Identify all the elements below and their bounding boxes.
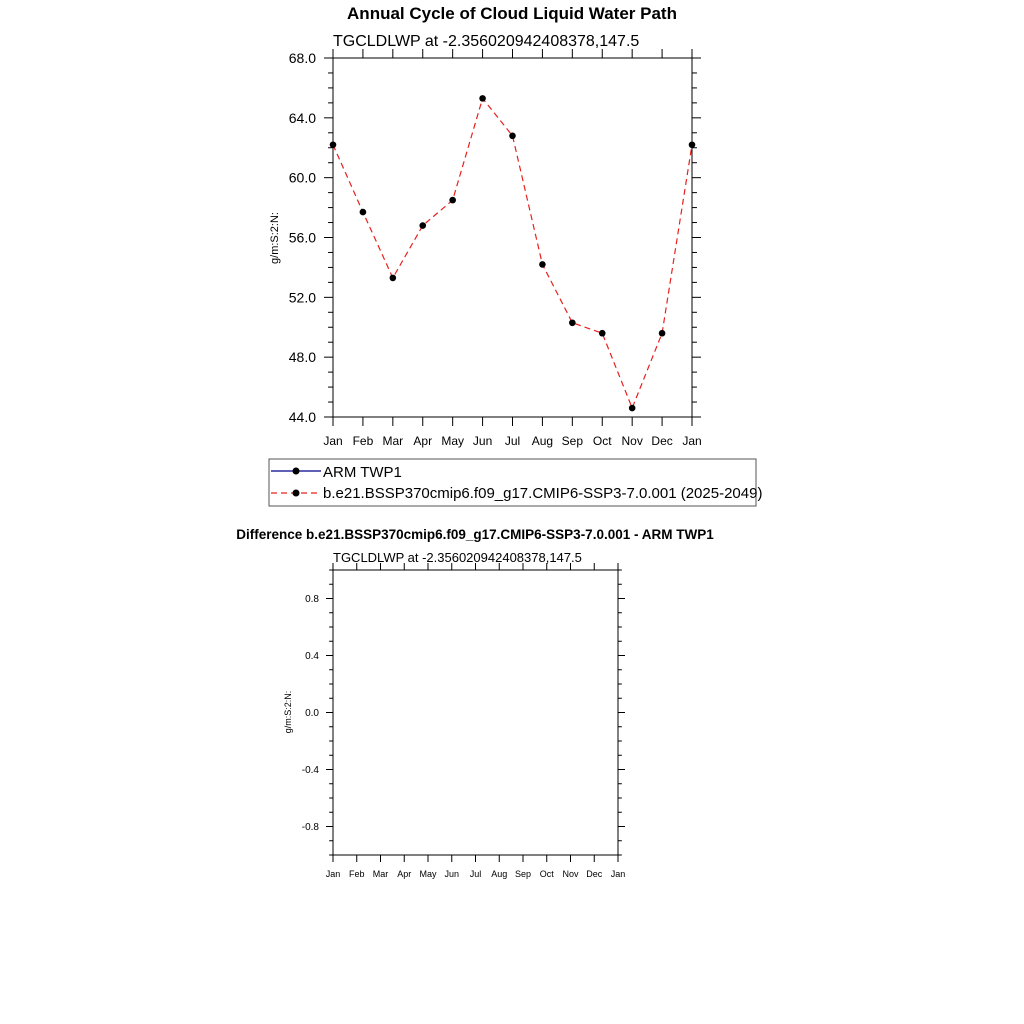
data-point <box>360 209 367 216</box>
y-tick-label: 60.0 <box>288 169 316 186</box>
x-tick-label: Feb <box>352 434 374 448</box>
chart2-x-tick-labels <box>326 869 626 879</box>
x-tick-label: Jun <box>472 434 493 448</box>
x-tick-label: May <box>419 869 437 879</box>
legend-entry-arm <box>271 464 402 481</box>
series-line-1 <box>333 98 692 408</box>
x-tick-label: Jul <box>504 434 521 448</box>
y-tick-label: 0.4 <box>305 651 319 663</box>
chart1-x-tick-labels <box>323 434 701 448</box>
x-tick-label: Dec <box>651 434 673 448</box>
y-tick-label: 44.0 <box>288 409 316 426</box>
x-tick-label: Jan <box>610 869 626 879</box>
x-tick-label: Sep <box>561 434 584 448</box>
data-point <box>689 141 696 148</box>
legend-label-arm: ARM TWP1 <box>323 464 402 481</box>
data-point <box>569 319 576 326</box>
chart1-ticks <box>324 49 701 426</box>
chart1-legend <box>269 459 762 506</box>
y-tick-label: 0.0 <box>305 708 319 720</box>
data-point <box>479 95 486 102</box>
data-point <box>629 405 636 412</box>
x-tick-label: Nov <box>562 869 579 879</box>
annual-cycle-chart <box>269 4 762 506</box>
x-tick-label: Jun <box>444 869 460 879</box>
data-point <box>390 275 397 282</box>
chart1-ylabel: g/m:S:2:N: <box>269 212 281 264</box>
data-point <box>419 222 426 229</box>
x-tick-label: Sep <box>514 869 532 879</box>
chart2-ticks <box>326 563 625 862</box>
x-tick-label: Apr <box>413 434 433 448</box>
data-point <box>330 141 337 148</box>
chart2-plot-frame <box>333 570 618 855</box>
chart2-y-tick-labels <box>302 594 320 833</box>
x-tick-label: Apr <box>397 869 412 879</box>
x-tick-label: Jan <box>325 869 341 879</box>
y-tick-label: 48.0 <box>288 349 316 366</box>
data-point <box>539 261 546 268</box>
x-tick-label: Mar <box>382 434 404 448</box>
y-tick-label: -0.4 <box>301 765 319 777</box>
legend-label-model: b.e21.BSSP370cmip6.f09_g17.CMIP6-SSP3-7.0.001 (2025-2049) <box>323 485 763 502</box>
x-tick-label: Aug <box>531 434 554 448</box>
chart1-subtitle: TGCLDLWP at -2.356020942408378,147.5 <box>333 33 640 50</box>
difference-chart <box>236 527 714 879</box>
y-tick-label: 64.0 <box>288 109 316 126</box>
chart1-series <box>330 95 696 411</box>
legend-marker-arm <box>293 468 300 475</box>
y-tick-label: 68.0 <box>288 50 316 67</box>
x-tick-label: Dec <box>586 869 603 879</box>
y-tick-label: 56.0 <box>288 229 316 246</box>
x-tick-label: Oct <box>539 869 554 879</box>
y-tick-label: 0.8 <box>305 594 319 606</box>
chart2-title: Difference b.e21.BSSP370cmip6.f09_g17.CMIP6-SSP3-7.0.001 - ARM TWP1 <box>236 527 714 542</box>
x-tick-label: Jul <box>469 869 482 879</box>
x-tick-label: Jan <box>323 434 343 448</box>
x-tick-label: Jan <box>682 434 702 448</box>
data-point <box>659 330 666 337</box>
x-tick-label: Nov <box>621 434 643 448</box>
data-point <box>599 330 606 337</box>
data-point <box>449 197 456 204</box>
chart2-ylabel: g/m:S:2:N: <box>283 690 293 734</box>
legend-entry-model <box>271 485 762 502</box>
x-tick-label: Oct <box>592 434 612 448</box>
x-tick-label: Feb <box>348 869 365 879</box>
x-tick-label: Mar <box>372 869 389 879</box>
legend-marker-model <box>293 490 300 497</box>
data-point <box>509 132 516 139</box>
x-tick-label: May <box>441 434 465 448</box>
y-tick-label: 52.0 <box>288 289 316 306</box>
y-tick-label: -0.8 <box>301 822 319 834</box>
x-tick-label: Aug <box>491 869 508 879</box>
chart1-plot-frame <box>333 58 692 417</box>
chart1-y-tick-labels <box>289 50 316 425</box>
chart1-title: Annual Cycle of Cloud Liquid Water Path <box>347 4 677 23</box>
chart2-subtitle: TGCLDLWP at -2.356020942408378,147.5 <box>333 550 582 565</box>
